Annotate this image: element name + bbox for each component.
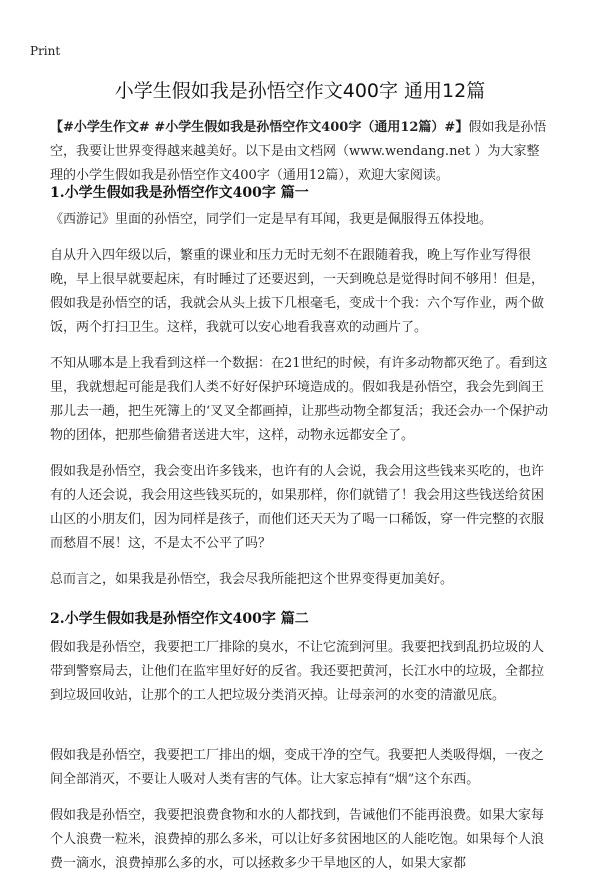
section-2-paragraph-2: 假如我是孙悟空，我要把工厂排出的烟，变成干净的空气。我要把人类吸得烟，一夜之间全部消灭，不要让人吸对人类有害的气体。让大家忘掉有“烟”这个东西。 (50, 748, 545, 787)
intro-tag: 【#小学生作文# #小学生假如我是孙悟空作文400字（通用12篇）#】 (50, 120, 469, 135)
section-1-paragraph-5: 总而言之，如果我是孙悟空，我会尽我所能把这个世界变得更加美好。 (50, 572, 454, 587)
section-1-paragraph-1: 《西游记》里面的孙悟空，同学们一定是早有耳闻，我更是佩服得五体投地。 (50, 212, 493, 227)
document-title: 小学生假如我是孙悟空作文400字 通用12篇 (114, 80, 486, 102)
section-2-paragraph-3: 假如我是孙悟空，我要把浪费食物和水的人都找到，告诫他们不能再浪费。如果大家每个人浪费一粒米，浪费掉的那么多米，可以让好多贫困地区的人能吃饱。如果每个人浪费一滴水，浪费掉那么多的水，可以拯救多少干旱地区的人，如果大家都 (50, 808, 545, 871)
intro-text: 假如我是孙悟空，我要让世界变得越来越美好。以下是由文档网（www.wendang.net ）为大家整理的小学生假如我是孙悟空作文400字（通用12篇），欢迎大家阅读。 (50, 120, 547, 183)
intro-paragraph (50, 116, 550, 188)
section-1-heading: 1.小学生假如我是孙悟空作文400字 篇一 (50, 185, 309, 201)
section-2-paragraph-1: 假如我是孙悟空，我要把工厂排除的臭水，不让它流到河里。我要把找到乱扔垃圾的人带到警察局去，让他们在监牢里好好的反省。我还要把黄河，长江水中的垃圾，全都拉到垃圾回收站，让那个的工人把垃圾分类消灭掉。让母亲河的水变的清澈见底。 (50, 640, 545, 703)
section-2-heading: 2.小学生假如我是孙悟空作文400字 篇二 (50, 611, 309, 627)
section-1-paragraph-4: 假如我是孙悟空，我会变出许多钱来，也许有的人会说，我会用这些钱来买吃的，也许有的人还会说，我会用这些钱买玩的，如果那样，你们就错了！我会用这些钱送给贫困山区的小朋友们，因为同样是孩子，而他们还天天为了喝一口稀饭，穿一件完整的衣服而愁眉不展！这，不是太不公平了吗？ (50, 464, 545, 551)
print-label: Print (30, 44, 61, 58)
section-1-paragraph-2: 自从升入四年级以后，繁重的课业和压力无时无刻不在跟随着我，晚上写作业写得很晚，早上很早就要起床，有时睡过了还要迟到，一天到晚总是觉得时间不够用！但是，假如我是孙悟空的话，我就会从头上拔下几根毫毛，变成十个我：六个写作业，两个做饭，两个打扫卫生。这样，我就可以安心地看我喜欢的动画片了。 (50, 248, 545, 335)
section-1-paragraph-3: 不知从哪本是上我看到这样一个数据：在21世纪的时候，有许多动物都灭绝了。看到这里，我就想起可能是我们人类不好好保护环境造成的。假如我是孙悟空，我会先到阎王那儿去一趟，把生死簿上的‘叉叉全都画掉，让那些动物全都复活；我还会办一个保护动物的团体，把那些偷猎者送进大牢，这样，动物永远都安全了。 (50, 356, 549, 443)
